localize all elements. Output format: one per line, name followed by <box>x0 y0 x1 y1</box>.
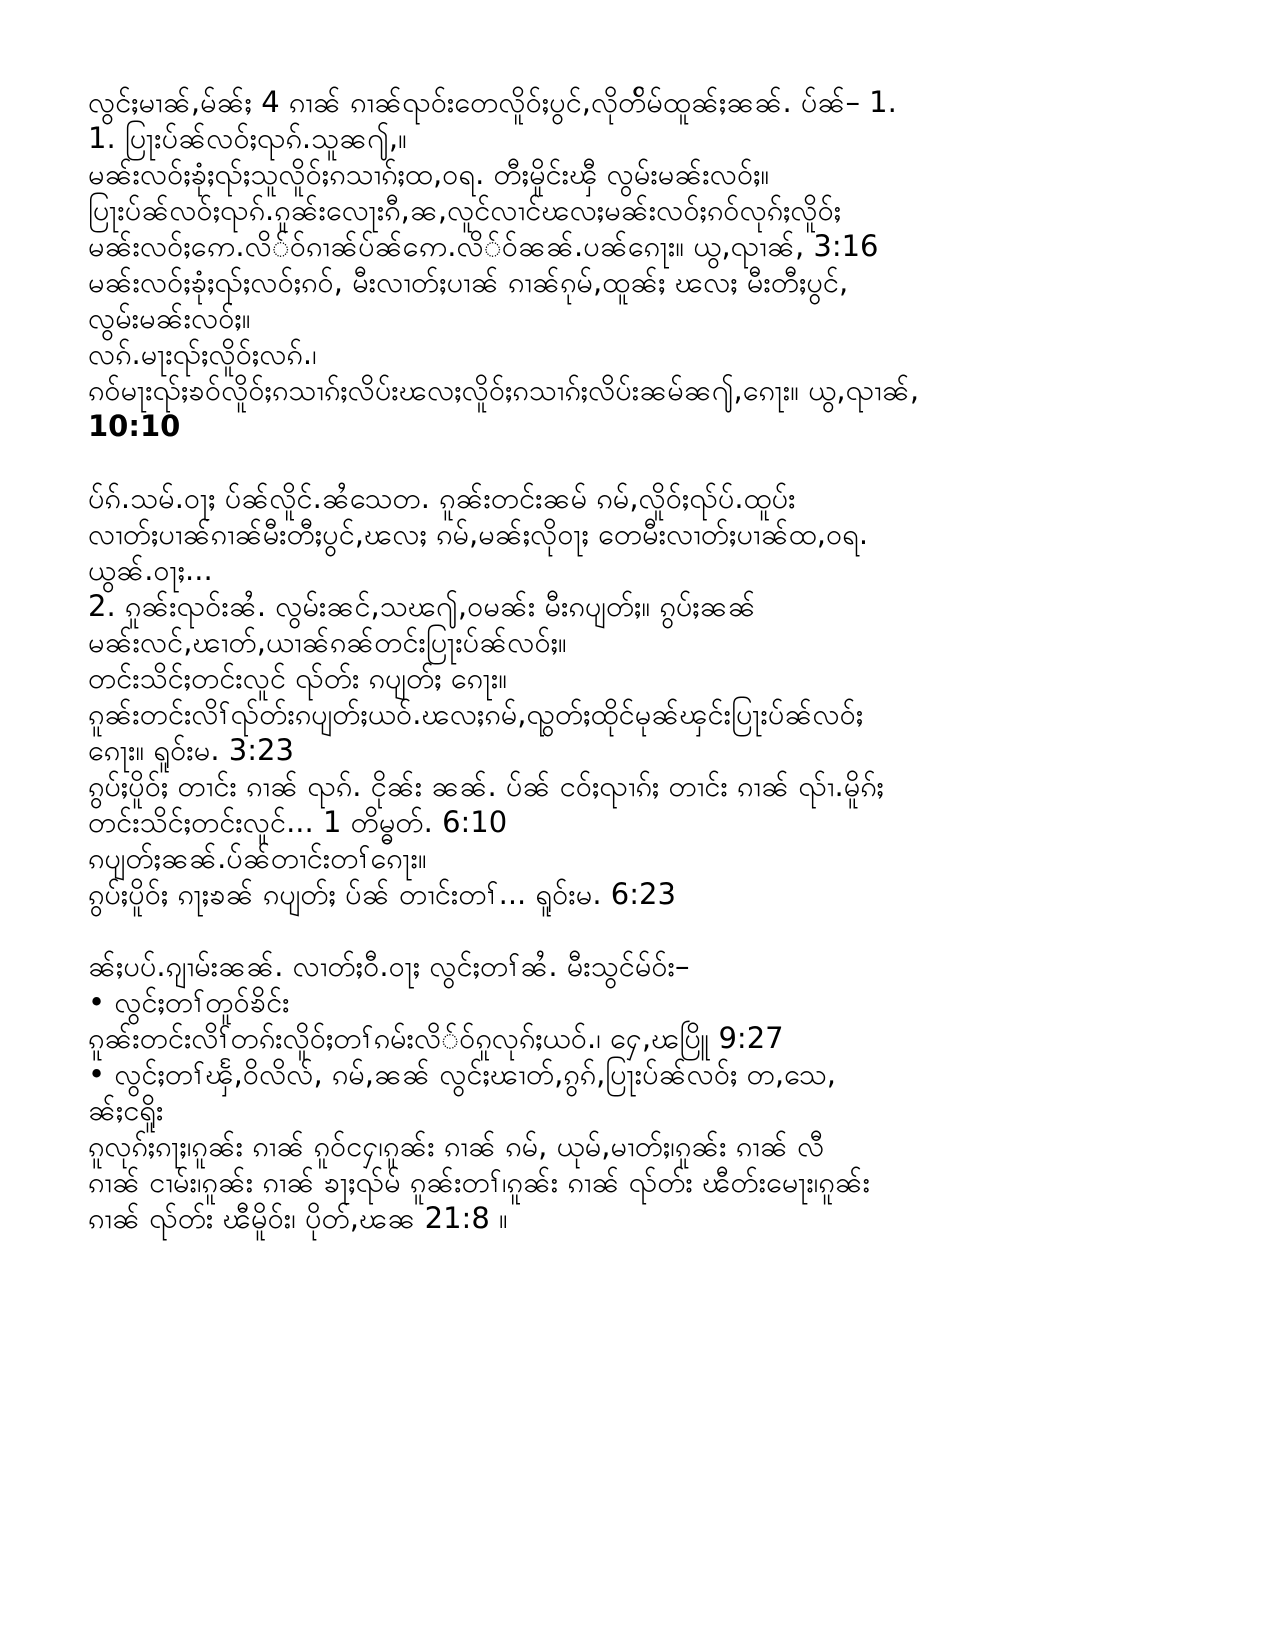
text-line: ၼ်ႈငရိူး <box>88 1093 164 1127</box>
paragraph-gap <box>88 444 1219 480</box>
text-line: လွမ်းမၼ်းလဝ်ႈ။ <box>88 301 251 335</box>
text-line: လၢတ်ႈပၢၼ်ၵၢၼ်မီးတီႈပွင်,ၽလႈ ၵမ်,မၼ်ႈလိုဝႃႈ တေမီးလၢတ်ႈပၢၼ်ထ,ဝရ. <box>88 517 869 551</box>
paragraph-gap <box>88 912 1219 948</box>
text-line: ၵူၼ်းတင်းလိၢ်ၺ်တ်းၵပျတ်ႈယဝ်.ၽလႈၵမ်,ၺွတ်ႈထိုင်မုၼ်ၾင်းပြႃးပ်ၼ်လဝ်ႈ <box>88 697 864 731</box>
text-line: ၵၢၼ် ငၢမ်း၊ၵူၼ်း ၵၢၼ် ၶႃႈၺ်မ် ၵူၼ်းတၢ်၊ၵူၼ်း ၵၢၼ် ၺ်တ်း ၽီတ်းမေႃး၊ၵူၼ်း <box>88 1165 871 1199</box>
text-line: ပြႃးပ်ၼ်လဝ်ႈၺၵ်.ၵူၼ်းလေႃးၵီ,ၼ,လူင်လၢင်ၽလႈမၼ်းလဝ်ႈၵဝ်လုၵ်ႈလိူဝ်ႈ <box>88 193 842 227</box>
text-line: ပ်ၵ်.သမ်.ဝႃႈ ပ်ၼ်လိူင်.ၼႆသေတ. ၵူၼ်းတင်းၼမ် ၵမ်,လိူဝ်ႈၺ်ပ်.ထူပ်း <box>88 481 796 515</box>
text-line: မၼ်းလင်,ၽၢတ်,ယၢၼ်ၵၼ်တင်းပြႃးပ်ၼ်လဝ်ႈ။ <box>88 625 567 659</box>
text-line: ၵူလုၵ်ႈၵႃႈ၊ၵူၼ်း ၵၢၼ် ၵူဝ်ငႁ၊ၵူၼ်း ၵၢၼ် ၵမ်, ယုမ်,မၢတ်ႈ၊ၵူၼ်း ၵၢၼ် လီ <box>88 1129 825 1163</box>
text-line: မၼ်းလဝ်ႈဢေ.လိ်ဝ်ၵၢၼ်ပ်ၼ်ဢေ.လိ်ဝ်ၼၼ်.ပၼ်ၵေႃး။ ယွ,ၺၢၼ်, 3:16 <box>88 229 879 263</box>
text-line: 1. ပြႃးပ်ၼ်လဝ်ႈၺၵ်.သူၼ႟,။ <box>88 121 407 155</box>
text-line: ၵူၼ်းတင်းလိၢ်တၵ်းလိူဝ်ႈတၢ်ၵမ်းလိ်ဝ်ၵူလုၵ်ႈယဝ်.၊ ႁေ,ၽပြိူ 9:27 <box>88 1021 784 1055</box>
text-line: ယွၼ်.ဝႃႈ... <box>88 553 213 587</box>
text-line: တင်းသိင်ႈတင်းလူင်... 1 တိမ္ဓတ်. 6:10 <box>88 805 508 839</box>
text-line: ၵွပ်ႈပိူဝ်ႈ တၢင်း ၵၢၼ် ၺၵ်. ငိုၼ်း ၼၼ်. ပ်ၼ် ငဝ်ႈၺၢၵ်ႈ တၢင်း ၵၢၼ် ၺ်ၢ.မိူၵ်ႈ <box>88 769 884 803</box>
text-line: လၵ်.မႃးၺ်ႈလိူဝ်ႈလၵ်.၊ <box>88 337 317 371</box>
text-line: တင်းသိင်ႈတင်းလူင် ၺ်တ်း ၵပျတ်ႈ ၵေႃး။ <box>88 661 508 695</box>
bullet-item: • လွင်ႈတၢ်ၾႅ,ဝိလိလ်, ၵမ်,ၼၼ် လွင်ႈၽၢတ်,ၵွၵ်,ပြႃးပ်ၼ်လဝ်ႈ တ,သေ, <box>88 1057 836 1091</box>
text-line: မၼ်းလဝ်ႈၶုံႈၺ်ႈသူလိူဝ်ႈၵသၢၵ်ႈထ,ဝရ. တီႈမိူင်းၾီ လွမ်းမၼ်းလဝ်ႈ။ <box>88 157 770 191</box>
text-line: ၼ်ႈပပ်.ၵျၢမ်းၼၼ်. လၢတ်ႈဝီ.ဝႃႈ လွင်ႈတၢ်ၼႆ. မီးသွင်မ်ဝ်း– <box>88 949 690 983</box>
bullet-item: • လွင်ႈတၢ်တူဝ်ၶိင်း <box>88 985 290 1019</box>
text-line: 2. ၵူၼ်းၺဝ်းၼႆ. လွမ်းၼင်,သၽ႟,ဝမၼ်း မီးၵပျတ်ႈ။ ၵွပ်ႈၼၼ် <box>88 589 756 623</box>
text-line: ၵပျတ်ႈၼၼ်.ပ်ၼ်တၢင်းတၢ်ၵေႃး။ <box>88 841 427 875</box>
text-line: ၵဝ်မႃးၺ်ႈၶဝ်လိူဝ်ႈၵသၢၵ်ႈလိပ်းၽလႈလိူဝ်ႈၵသၢၵ်ႈလိပ်းၼမ်ၼ႟,ၵေႃး။ ယွ,ၺၢၼ်, <box>88 373 920 407</box>
text-line: ၵေႃး။ ရူဝ်းမ. 3:23 <box>88 733 294 767</box>
text-line: မၼ်းလဝ်ႈၶုံႈၺ်ႈလဝ်ႈၵဝ်, မီးလၢတ်ႈပၢၼ် ၵၢၼ်ၵုမ်,ထူၼ်ႈ ၽလႈ မီးတီႈပွင်, <box>88 265 849 299</box>
text-line: လွင်ႈမၢၼ်,မ်ၼ်ႈ 4 ၵၢၼ် ၵၢၼ်ၺဝ်းတေလိူဝ်ႈပွင်,လိုတ်ိမ်ထူၼ်ႈၼၼ်. ပ်ၼ်– 1. <box>88 85 897 119</box>
text-line: ၵွပ်ႈပိူဝ်ႈ ၵႃႈၶၼ် ၵပျတ်ႈ ပ်ၼ် တၢင်းတၢ်... ရူဝ်းမ. 6:23 <box>88 877 676 911</box>
verse-reference: 10:10 <box>88 409 181 443</box>
text-line: ၵၢၼ် ၺ်တ်း ၽီမိူဝ်း၊ ပိုတ်,ၽၼ 21:8 ။ <box>88 1201 508 1235</box>
